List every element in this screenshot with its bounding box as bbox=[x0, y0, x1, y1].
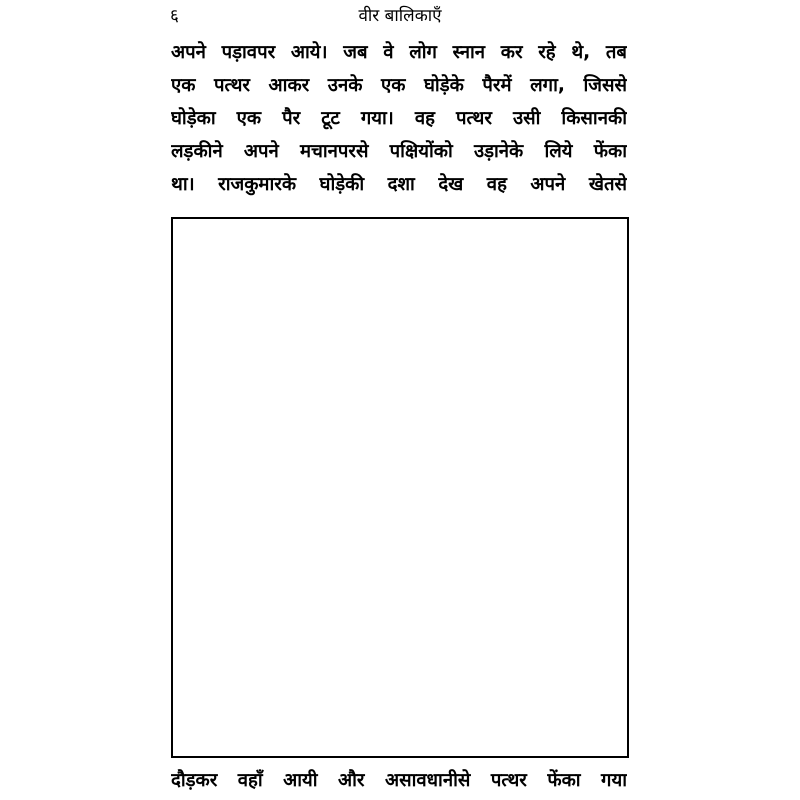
illustration-frame bbox=[171, 217, 629, 758]
page-number: ६ bbox=[170, 6, 179, 26]
text-line: एक पत्थर आकर उनके एक घोड़ेके पैरमें लगा, जिससे bbox=[171, 75, 627, 96]
body-paragraph bbox=[171, 36, 627, 201]
text-line: दौड़कर वहाँ आयी और असावधानीसे पत्थर फेंका गया bbox=[171, 770, 627, 791]
text-line: घोड़ेका एक पैर टूट गया। वह पत्थर उसी किसानकी bbox=[171, 108, 627, 129]
running-title: वीर बालिकाएँ bbox=[358, 6, 442, 26]
text-line: था। राजकुमारके घोड़ेकी दशा देख वह अपने खेतसे bbox=[171, 174, 627, 195]
text-line: अपने पड़ावपर आये। जब वे लोग स्नान कर रहे थे, तब bbox=[171, 42, 627, 63]
text-line: लड़कीने अपने मचानपरसे पक्षियोंको उड़ानेके लिये फेंका bbox=[171, 141, 627, 162]
page-header bbox=[170, 4, 630, 32]
body-paragraph-continued bbox=[171, 764, 627, 797]
